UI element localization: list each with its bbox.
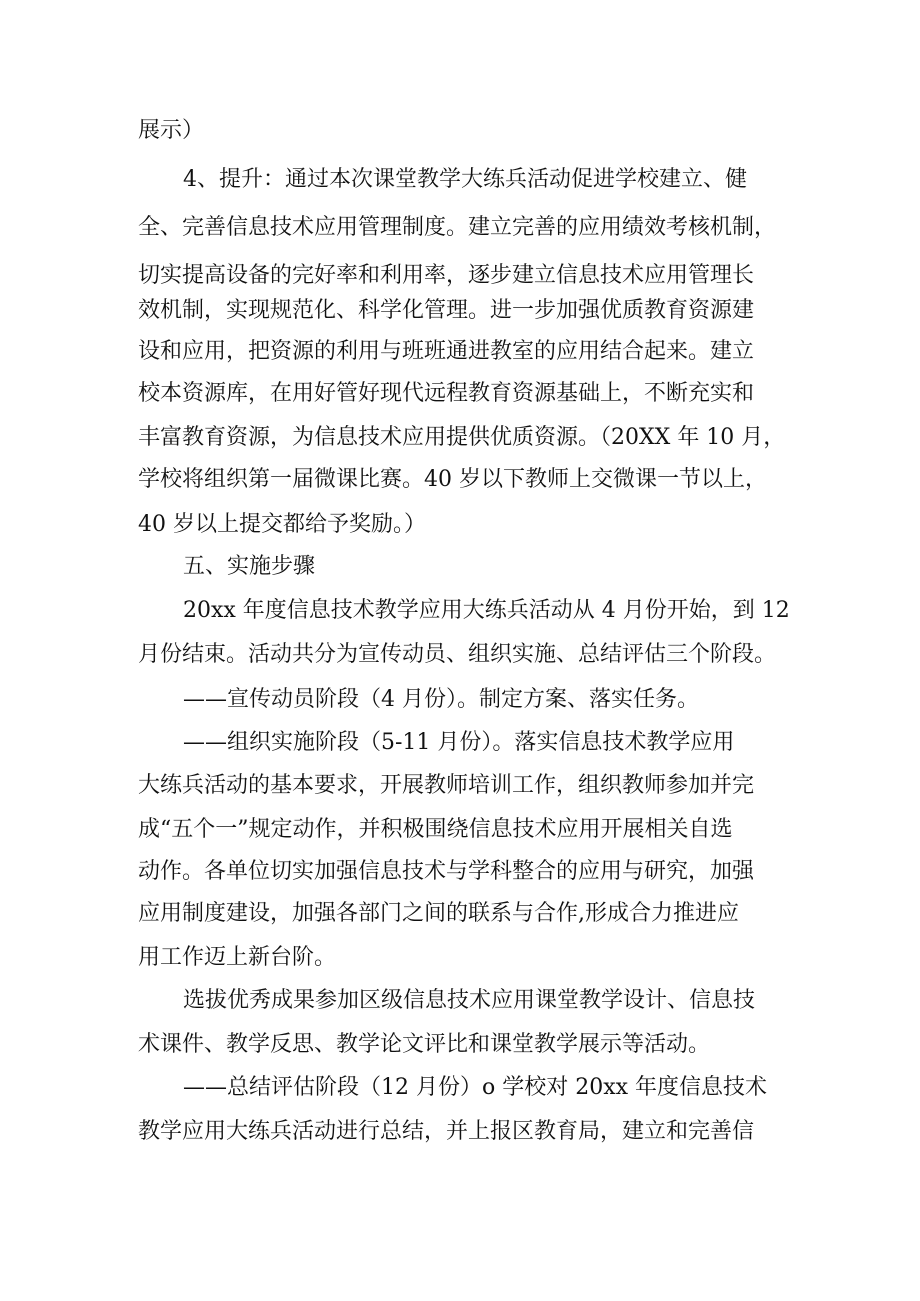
text-line: ——组织实施阶段（5-11 月份）。落实信息技术教学应用 <box>183 730 735 755</box>
text-line: 选拔优秀成果参加区级信息技术应用课堂教学设计、信息技 <box>183 988 756 1013</box>
text-line: 切实提高设备的完好率和利用率，逐步建立信息技术应用管理长 <box>138 263 755 288</box>
text-line: 动作。各单位切实加强信息技术与学科整合的应用与研究，加强 <box>138 859 755 884</box>
text-line: ——宣传动员阶段（4 月份）。制定方案、落实任务。 <box>183 687 699 712</box>
text-line: 学校将组织第一届微课比赛。40 岁以下教师上交微课一节以上， <box>138 467 767 492</box>
text-line: 成“五个一”规定动作，并积极围绕信息技术应用开展相关自选 <box>138 817 733 842</box>
text-line: 教学应用大练兵活动进行总结，并上报区教育局，建立和完善信 <box>138 1119 755 1144</box>
text-line: 展示） <box>138 118 205 143</box>
text-line: 效机制，实现规范化、科学化管理。进一步加强优质教育资源建 <box>138 298 755 323</box>
text-line: 40 岁以上提交都给予奖励。） <box>138 512 426 537</box>
text-line: 大练兵活动的基本要求，开展教师培训工作，组织教师参加并完 <box>138 773 755 798</box>
text-line: 术课件、教学反思、教学论文评比和课堂教学展示等活动。 <box>138 1032 711 1057</box>
section-heading: 五、实施步骤 <box>183 554 316 579</box>
text-line: 20xx 年度信息技术教学应用大练兵活动从 4 月份开始，到 12 <box>183 598 790 623</box>
text-line: 月份结束。活动共分为宣传动员、组织实施、总结评估三个阶段。 <box>138 642 777 667</box>
text-line: 用工作迈上新台阶。 <box>138 945 337 970</box>
text-line: 校本资源库，在用好管好现代远程教育资源基础上，不断充实和 <box>138 381 755 406</box>
text-line: 全、完善信息技术应用管理制度。建立完善的应用绩效考核机制， <box>138 215 777 240</box>
text-line: 应用制度建设，加强各部门之间的联系与合作,形成合力推进应 <box>138 901 739 926</box>
text-line: 丰富教育资源，为信息技术应用提供优质资源。（20XX 年 10 月， <box>138 425 786 450</box>
text-line: ——总结评估阶段（12 月份）o 学校对 20xx 年度信息技术 <box>183 1075 768 1100</box>
text-line: 4、提升：通过本次课堂教学大练兵活动促进学校建立、健 <box>183 167 747 192</box>
text-line: 设和应用，把资源的利用与班班通进教室的应用结合起来。建立 <box>138 339 755 364</box>
